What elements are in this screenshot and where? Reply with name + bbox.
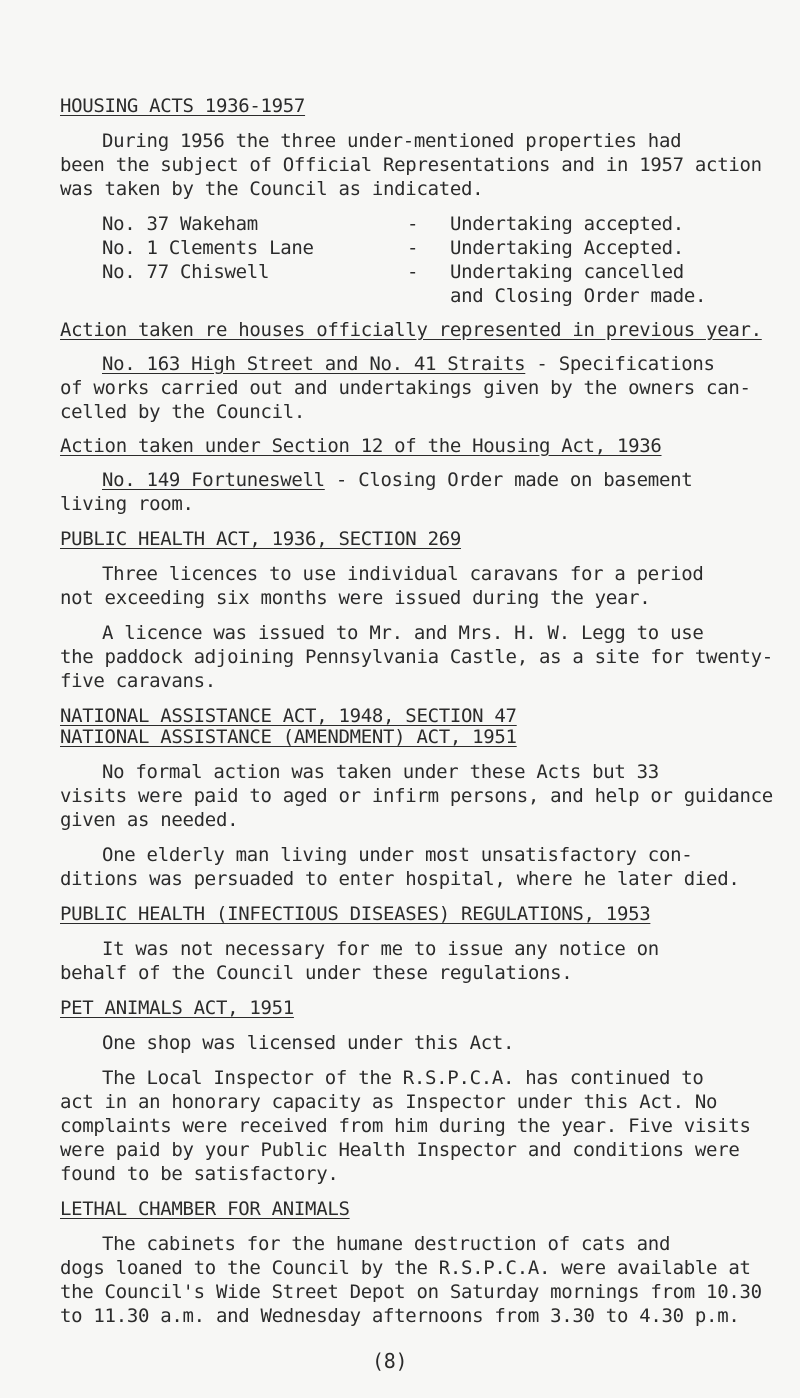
ph1936-p1-line-1: Three licences to use individual caravans for a period bbox=[102, 563, 704, 585]
property-action: Undertaking accepted. bbox=[450, 213, 684, 235]
pets-p1-line-1: One shop was licensed under this Act. bbox=[102, 1032, 515, 1054]
intro-line-2: been the subject of Official Representations and in 1957 action bbox=[60, 154, 762, 176]
lethal-line-4: to 11.30 a.m. and Wednesday afternoons from 3.30 to 4.30 p.m. bbox=[60, 1305, 740, 1327]
previous-line-2: of works carried out and undertakings given by the owners can- bbox=[60, 377, 751, 399]
na-p2-line-2: ditions was persuaded to enter hospital, where he later died. bbox=[60, 868, 740, 890]
previous-address-ref: No. 163 High Street and No. 41 Straits bbox=[102, 353, 526, 375]
lethal-line-1: The cabinets for the humane destruction of cats and bbox=[102, 1233, 671, 1255]
ph1936-p2-line-2: the paddock adjoining Pennsylvania Castle, as a site for twenty- bbox=[60, 646, 773, 668]
intro-line-1: During 1956 the three under-mentioned properties had bbox=[102, 130, 682, 152]
property-action: Undertaking Accepted. bbox=[450, 237, 684, 259]
previous-line-1 bbox=[102, 352, 715, 376]
heading-national-assistance-1948: NATIONAL ASSISTANCE ACT, 1948, SECTION 47 bbox=[60, 705, 517, 727]
property-address: No. 1 Clements Lane bbox=[102, 237, 314, 259]
pets-p2-line-5: found to be satisfactory. bbox=[60, 1163, 339, 1185]
previous-line-1-rest: - Specifications bbox=[525, 353, 715, 375]
ph1936-p2-line-3: five caravans. bbox=[60, 670, 216, 692]
heading-public-health-1936: PUBLIC HEALTH ACT, 1936, SECTION 269 bbox=[60, 528, 462, 550]
pets-p2-line-3: complaints were received from him during the year. Five visits bbox=[60, 1115, 751, 1137]
na-p2-line-1: One elderly man living under most unsatisfactory con- bbox=[102, 844, 693, 866]
heading-lethal-chamber: LETHAL CHAMBER FOR ANIMALS bbox=[60, 1198, 350, 1220]
section12-line-1 bbox=[102, 468, 692, 492]
pets-p2-line-4: were paid by your Public Health Inspector and conditions were bbox=[60, 1139, 740, 1161]
property-dash: - bbox=[407, 261, 419, 283]
page-number: (8) bbox=[372, 1349, 408, 1373]
infectious-line-2: behalf of the Council under these regulations. bbox=[60, 962, 573, 984]
lethal-line-2: dogs loaned to the Council by the R.S.P.C.A. were available at bbox=[60, 1257, 751, 1279]
previous-line-3: celled by the Council. bbox=[60, 401, 306, 423]
pets-p2-line-1: The Local Inspector of the R.S.P.C.A. has continued to bbox=[102, 1067, 704, 1089]
pets-p2-line-2: act in an honorary capacity as Inspector under this Act. No bbox=[60, 1091, 718, 1113]
na-p1-line-1: No formal action was taken under these Acts but 33 bbox=[102, 761, 659, 783]
na-p1-line-3: given as needed. bbox=[60, 809, 239, 831]
heading-national-assistance-1951: NATIONAL ASSISTANCE (AMENDMENT) ACT, 1951 bbox=[60, 726, 517, 748]
lethal-line-3: the Council's Wide Street Depot on Saturday mornings from 10.30 bbox=[60, 1281, 762, 1303]
property-dash: - bbox=[407, 213, 419, 235]
ph1936-p2-line-1: A licence was issued to Mr. and Mrs. H. W. Legg to use bbox=[102, 622, 704, 644]
heading-section-12: Action taken under Section 12 of the Housing Act, 1936 bbox=[60, 435, 662, 457]
heading-infectious-diseases: PUBLIC HEALTH (INFECTIOUS DISEASES) REGULATIONS, 1953 bbox=[60, 903, 651, 925]
infectious-line-1: It was not necessary for me to issue any notice on bbox=[102, 938, 659, 960]
heading-previous-year: Action taken re houses officially represented in previous year. bbox=[60, 319, 762, 341]
intro-line-3: was taken by the Council as indicated. bbox=[60, 178, 484, 200]
heading-housing-acts: HOUSING ACTS 1936-1957 bbox=[60, 95, 306, 117]
property-address: No. 37 Wakeham bbox=[102, 213, 258, 235]
property-action-continued: and Closing Order made. bbox=[450, 285, 707, 307]
na-p1-line-2: visits were paid to aged or infirm persons, and help or guidance bbox=[60, 785, 773, 807]
section12-address-ref: No. 149 Fortuneswell bbox=[102, 469, 325, 491]
section12-line-2: living room. bbox=[60, 493, 194, 515]
property-address: No. 77 Chiswell bbox=[102, 261, 270, 283]
heading-pet-animals: PET ANIMALS ACT, 1951 bbox=[60, 997, 294, 1019]
property-action: Undertaking cancelled bbox=[450, 261, 684, 283]
property-dash: - bbox=[407, 237, 419, 259]
section12-line-1-rest: - Closing Order made on basement bbox=[324, 469, 693, 491]
ph1936-p1-line-2: not exceeding six months were issued during the year. bbox=[60, 587, 651, 609]
